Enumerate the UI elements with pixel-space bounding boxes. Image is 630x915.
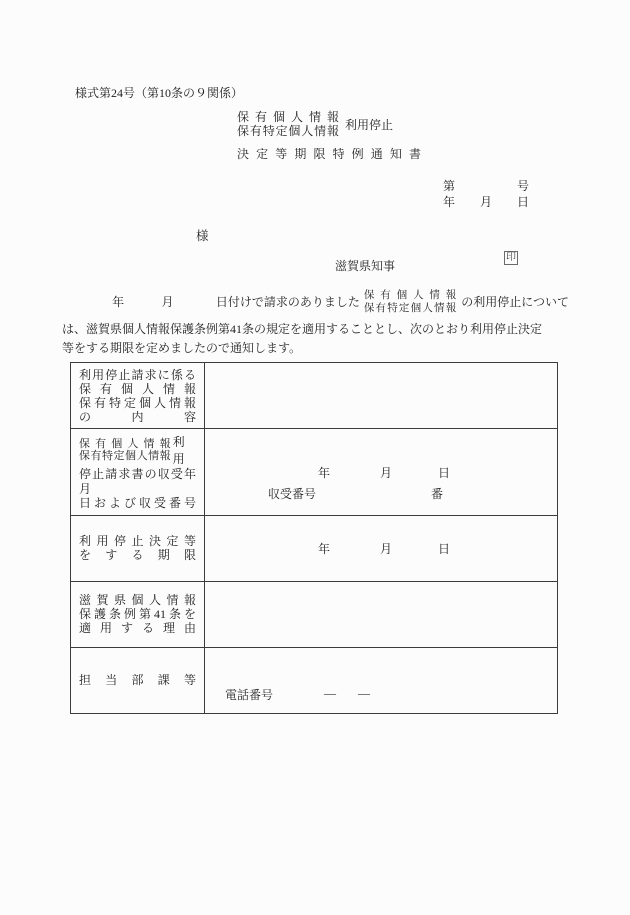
table-row-reason	[71, 581, 558, 647]
row4-value-cell	[205, 581, 558, 647]
row5-label-line: 担当部課等	[79, 673, 196, 687]
row1-label-line: 保有個人情報	[79, 381, 196, 396]
row4-label-line: 滋賀県個人情報	[79, 593, 196, 607]
issuer-name: 滋賀県知事	[335, 259, 396, 273]
row3-month-label: 月	[380, 541, 393, 556]
row2-day-label: 日	[438, 465, 451, 480]
row2-year-label: 年	[318, 465, 331, 480]
row2-stack-top: 保有個人情報	[79, 438, 171, 450]
table-row-content	[71, 363, 558, 429]
doc-number-date	[443, 178, 529, 210]
row2-label-line: 停止請求書の収受年月	[79, 467, 196, 496]
row1-label-line: の内容	[79, 409, 196, 424]
row1-label-cell	[71, 363, 205, 429]
row3-label-line: をする期限	[79, 548, 196, 562]
title-suffix: 利用停止	[345, 118, 394, 132]
row4-label-cell	[71, 581, 205, 647]
row2-date-line	[205, 464, 557, 481]
body-stack-bottom: 保有特定個人情報	[363, 302, 457, 314]
phone-dash: ―	[324, 686, 337, 700]
row5-label-cell	[71, 647, 205, 713]
table-row-deadline	[71, 515, 558, 581]
row3-value-cell	[205, 515, 558, 581]
row4-label-line: 保護条例第41条を	[79, 607, 196, 621]
row2-receipt-line	[205, 485, 557, 502]
title-stack-bottom: 保有特定個人情報	[237, 123, 339, 138]
row1-label-line: 保有特定個人情報	[79, 395, 196, 410]
table-row-receipt	[71, 429, 558, 516]
phone-number-label: 電話番号	[225, 688, 274, 702]
row1-label-line: 利用停止請求に係る	[79, 367, 196, 382]
row2-stack-bottom: 保有特定個人情報	[79, 450, 171, 462]
doc-date-month: 月	[479, 195, 492, 209]
body-lead-text: 日付けで請求のありました	[215, 295, 360, 309]
doc-number-prefix: 第	[443, 179, 456, 193]
phone-number-line	[205, 686, 557, 703]
row5-value-cell	[205, 647, 558, 713]
doc-date-day: 日	[516, 195, 529, 209]
row1-value-cell	[205, 363, 558, 429]
title-info-stack	[237, 111, 339, 138]
doc-number-suffix: 号	[516, 179, 529, 193]
body-line-1	[62, 287, 569, 318]
row2-value-cell	[205, 429, 558, 516]
body-line-3: 等をする期限を定めましたので通知します。	[62, 341, 302, 355]
row2-label-cell	[71, 429, 205, 516]
row3-year-label: 年	[318, 541, 331, 556]
receipt-number-suffix: 番	[431, 486, 444, 501]
doc-date-line	[443, 194, 529, 210]
title-second-line: 決定等期限特例通知書	[237, 147, 421, 161]
row2-label-line: 日および収受番号	[79, 496, 196, 510]
row4-label-line: 適用する理由	[79, 621, 196, 635]
body-stack-top: 保有個人情報	[363, 290, 457, 301]
table-row-department	[71, 647, 558, 713]
addressee-honorific: 様	[196, 229, 209, 243]
title-stack-top: 保有個人情報	[237, 110, 339, 124]
body-info-stack	[364, 290, 456, 315]
row3-label-line: 利用停止決定等	[79, 534, 196, 548]
body-year: 年	[112, 295, 125, 309]
body-line-2: は、滋賀県個人情報保護条例第41条の規定を適用することとし、次のとおり利用停止決定	[62, 322, 543, 336]
row2-info-stack	[79, 438, 171, 462]
receipt-number-label: 収受番号	[268, 486, 317, 501]
doc-number-line	[443, 178, 529, 194]
phone-dash: ―	[358, 686, 371, 700]
row2-stack-suffix: 利用	[172, 435, 185, 466]
body-month: 月	[161, 295, 174, 309]
body-paragraph	[62, 287, 569, 358]
document-title	[237, 111, 421, 162]
body-after-stack: の利用停止について	[461, 295, 570, 309]
doc-date-year: 年	[443, 195, 456, 209]
row3-day-label: 日	[438, 541, 451, 556]
notification-table	[70, 362, 558, 714]
row2-month-label: 月	[380, 465, 393, 480]
seal-mark: 印	[506, 252, 516, 263]
form-number: 様式第24号（第10条の９関係）	[75, 86, 244, 100]
row3-label-cell	[71, 515, 205, 581]
row3-date-line	[205, 540, 557, 557]
